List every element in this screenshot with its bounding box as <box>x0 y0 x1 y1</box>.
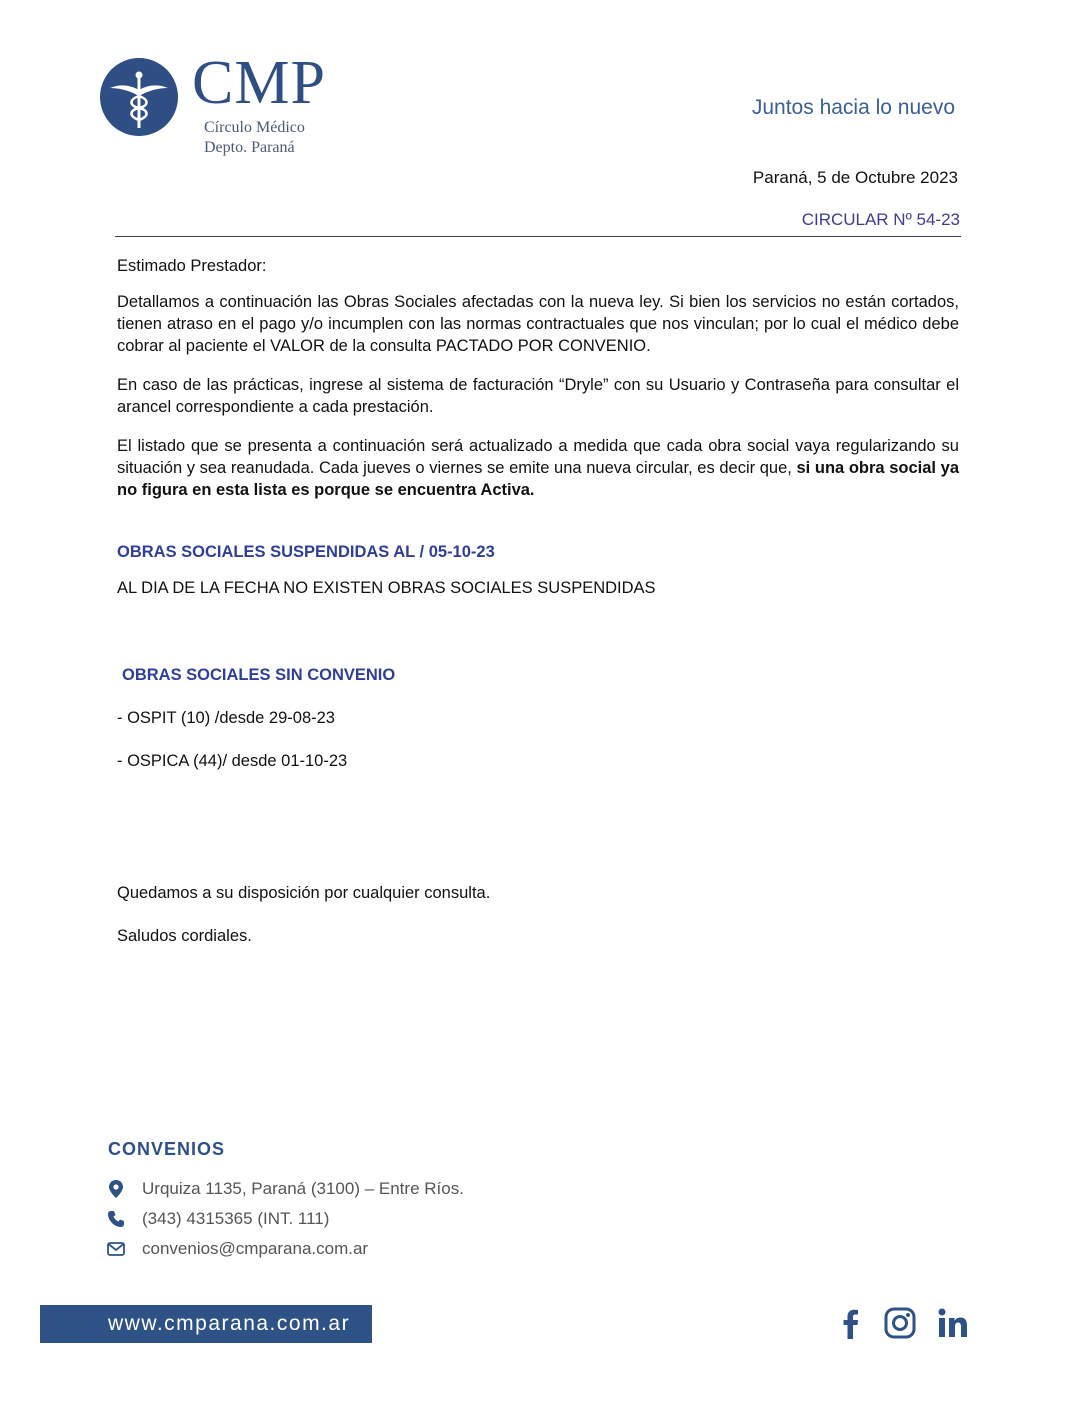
suspended-text: AL DIA DE LA FECHA NO EXISTEN OBRAS SOCIALES SUSPENDIDAS <box>117 579 656 597</box>
address-row <box>106 1177 464 1201</box>
caduceus-logo-icon <box>100 58 178 136</box>
paragraph-1: Detallamos a continuación las Obras Sociales afectadas con la nueva ley. Si bien los servicios no están cortados, tienen atraso en el pago y/o incumplen con las normas contractuales que nos vinculan; por lo cual el médico debe cobrar al paciente el VALOR de la consulta PACTADO POR CONVENIO. <box>117 293 959 355</box>
header-divider <box>115 236 961 237</box>
address-text: Urquiza 1135, Paraná (3100) – Entre Ríos. <box>142 1179 464 1198</box>
paragraph-3-text: El listado que se presenta a continuación será actualizado a medida que cada obra social vaya regularizando su situación y sea reanudada. Cada jueves o viernes se emite una nueva circular, es decir que, <box>117 437 959 477</box>
logo-subtitle <box>204 118 305 158</box>
document-date: Paraná, 5 de Octubre 2023 <box>752 168 958 187</box>
tagline: Juntos hacia lo nuevo <box>751 96 955 119</box>
phone-row <box>106 1207 329 1231</box>
paragraph-3-bold: si una obra social ya no figura en esta lista es porque se encuentra Activa. <box>117 459 959 499</box>
circular-number: CIRCULAR Nº 54-23 <box>801 210 960 229</box>
location-icon <box>106 1179 126 1199</box>
greeting: Estimado Prestador: <box>117 257 267 275</box>
phone-icon <box>106 1209 126 1229</box>
email-link[interactable]: convenios@cmparana.com.ar <box>142 1239 369 1258</box>
list-item: - OSPICA (44)/ desde 01-10-23 <box>117 752 348 770</box>
closing-salutation: Saludos cordiales. <box>117 927 252 945</box>
facebook-icon[interactable] <box>833 1305 869 1341</box>
instagram-icon[interactable] <box>882 1305 918 1341</box>
list-item: - OSPIT (10) /desde 29-08-23 <box>117 709 335 727</box>
paragraph-2: En caso de las prácticas, ingrese al sistema de facturación “Dryle” con su Usuario y Contraseña para consultar el arancel correspondiente a cada prestación. <box>117 376 959 416</box>
website-link[interactable]: www.cmparana.com.ar <box>40 1305 372 1343</box>
convenios-title: CONVENIOS <box>108 1139 226 1159</box>
logo-subtitle-line: Círculo Médico <box>204 119 305 136</box>
linkedin-icon[interactable] <box>935 1305 971 1341</box>
logo-text: CMP <box>192 49 326 117</box>
suspended-heading: OBRAS SOCIALES SUSPENDIDAS AL / 05-10-23 <box>117 543 495 561</box>
no-agreement-heading: OBRAS SOCIALES SIN CONVENIO <box>122 666 396 684</box>
logo-subtitle-line: Depto. Paraná <box>204 139 295 156</box>
closing-line: Quedamos a su disposición por cualquier consulta. <box>117 884 491 902</box>
phone-text: (343) 4315365 (INT. 111) <box>142 1209 330 1228</box>
mail-icon <box>106 1239 126 1259</box>
paragraph-3 <box>117 435 959 501</box>
email-row[interactable] <box>106 1237 368 1261</box>
